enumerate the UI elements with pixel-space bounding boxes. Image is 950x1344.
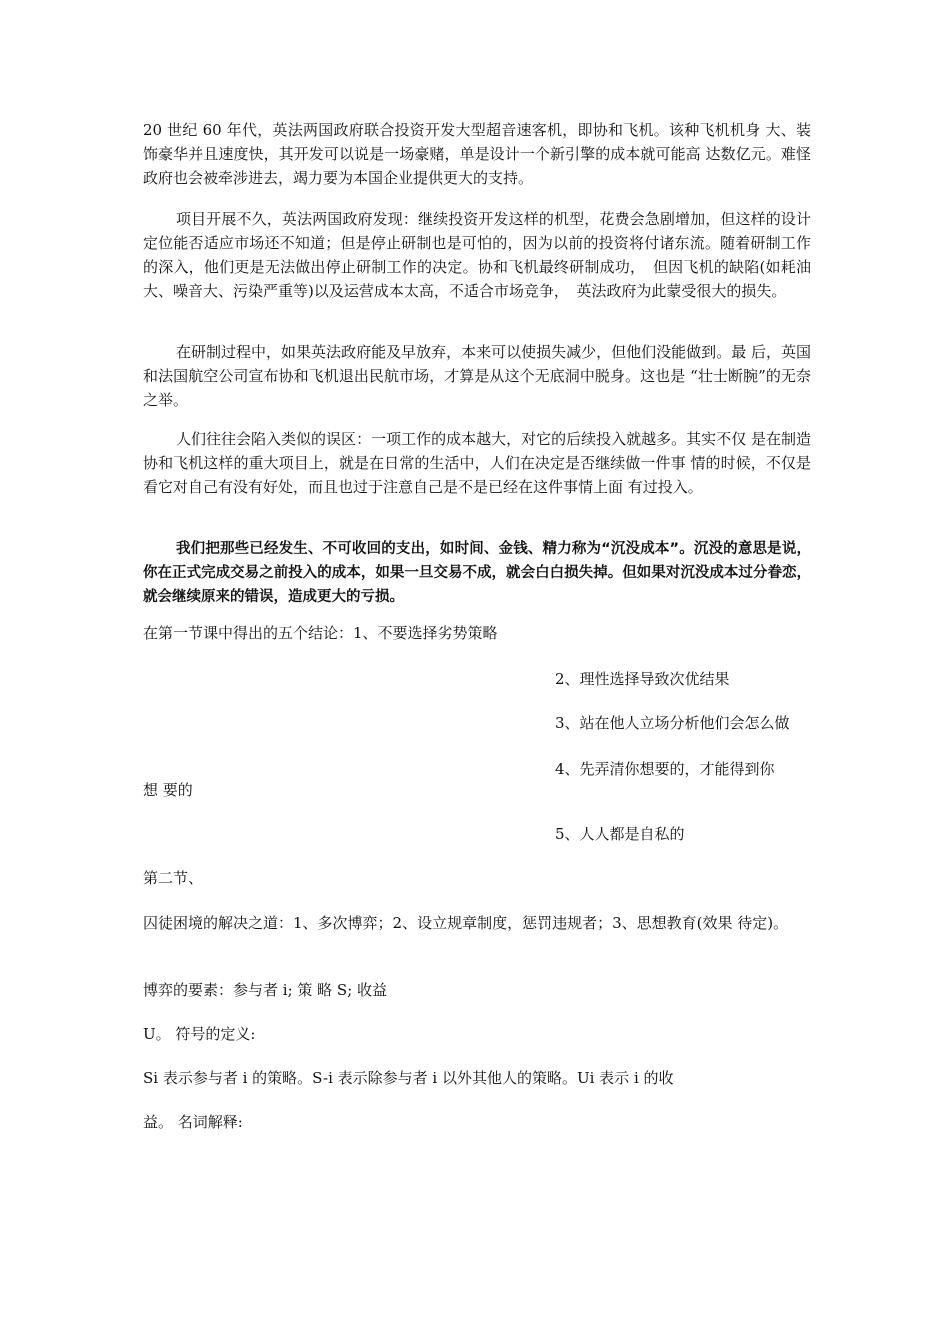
conclusion-item-4: 4、先弄清你想要的，才能得到你 (555, 760, 775, 778)
paragraph-withdrawal: 在研制过程中，如果英法政府能及早放弃，本来可以使损失减少，但他们没能做到。最 后，英国和法国航空公司宣布协和飞机退出民航市场，才算是从这个无底洞中脱身。这也是 “壮士断腕”的无奈之举。 (143, 343, 811, 409)
symbol-definition-heading: U。 符号的定义: (143, 1025, 256, 1043)
conclusion-item-4-continued: 想 要的 (143, 781, 193, 799)
paragraph-project-dilemma: 项目开展不久，英法两国政府发现：继续投资开发这样的机型，花费会急剧增加，但这样的设计定位能否适应市场还不知道；但是停止研制也是可怕的，因为以前的投资将付诸东流。随着研制工作的深入，他们更是无法做出停止研制工作的决定。协和飞机最终研制成功， 但因飞机的缺陷(如耗油大、噪音大、污染严重等)以及运营成本太高，不适合市场竞争， 英法政府为此蒙受很大的损失。 (143, 210, 811, 300)
conclusion-item-5: 5、人人都是自私的 (555, 825, 685, 843)
conclusion-item-3: 3、站在他人立场分析他们会怎么做 (555, 714, 790, 732)
section-2-heading: 第二节、 (143, 869, 204, 887)
paragraph-sunk-cost-definition: 我们把那些已经发生、不可收回的支出，如时间、金钱、精力称为“沉没成本”。沉没的意思是说，你在正式完成交易之前投入的成本，如果一旦交易不成，就会白白损失掉。但如果对沉没成本过分眷恋，就会继续原来的错误，造成更大的亏损。 (143, 541, 811, 605)
symbol-definition-text: Si 表示参与者 i 的策略。S-i 表示除参与者 i 以外其他人的策略。Ui 表示 i 的收 (143, 1069, 674, 1087)
paragraph-misconception: 人们往往会陷入类似的误区：一项工作的成本越大，对它的后续投入就越多。其实不仅 是在制造协和飞机这样的重大项目上，就是在日常的生活中，人们在决定是否继续做一件事 情的时候，不仅是看它对自己有没有好处，而且也过于注意自己是不是已经在这件事情上面 有过投入。 (143, 430, 811, 496)
prisoners-dilemma-solutions: 囚徒困境的解决之道：1、多次博弈；2、设立规章制度，惩罚违规者；3、思想教育(效果 待定)。 (143, 914, 789, 932)
paragraph-concorde-intro: 20 世纪 60 年代，英法两国政府联合投资开发大型超音速客机，即协和飞机。该种飞机机身 大、装饰豪华并且速度快，其开发可以说是一场豪赌，单是设计一个新引擎的成本就可能高 达数亿元。难怪政府也会被牵涉进去，竭力要为本国企业提供更大的支持。 (143, 121, 811, 187)
conclusion-item-2: 2、理性选择导致次优结果 (555, 670, 730, 688)
game-elements: 博弈的要素：参与者 i; 策 略 S; 收益 (143, 981, 388, 999)
conclusions-intro: 在第一节课中得出的五个结论：1、不要选择劣势策略 (143, 624, 498, 642)
symbol-definition-continued: 益。 名词解释: (143, 1113, 243, 1131)
